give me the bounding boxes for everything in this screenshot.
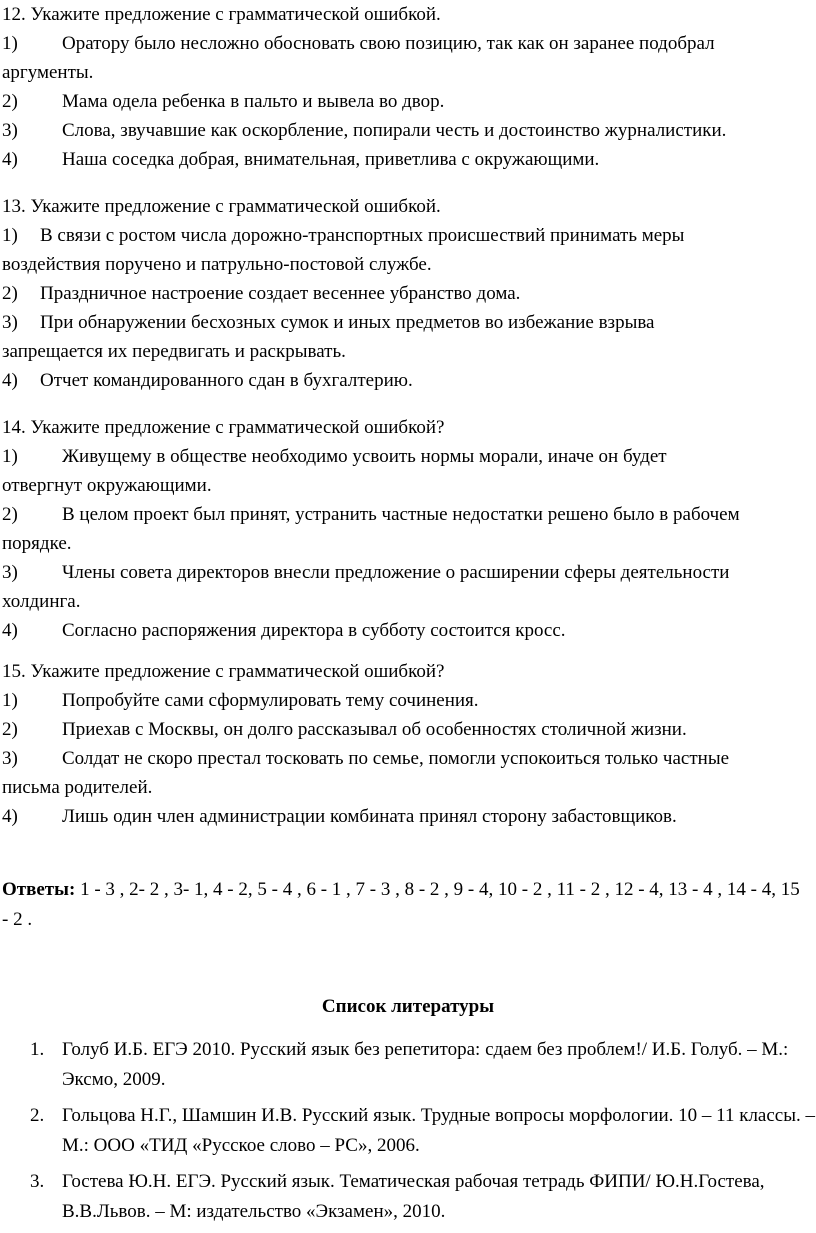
option-text: В целом проект был принят, устранить частные недостатки решено было в рабочем (62, 504, 740, 525)
question-13 (2, 192, 810, 395)
option-number: 2) (2, 283, 18, 304)
answers-text: 1 - 3 , 2- 2 , 3- 1, 4 - 2, 5 - 4 , 6 - 1 , 7 - 3 , 8 - 2 , 9 - 4, 10 - 2 , 11 - 2 , 12 - 4, 13 - 4 , 14 - 4, 15 - 2 . (2, 879, 800, 930)
option-4 (2, 616, 810, 645)
option-text: Праздничное настроение создает весеннее убранство дома. (40, 283, 521, 304)
answers-paragraph (2, 875, 810, 935)
literature-item (30, 1035, 816, 1095)
option-text: Отчет командированного сдан в бухгалтерию. (40, 370, 413, 391)
option-text: Приехав с Москвы, он долго рассказывал об особенностях столичной жизни. (62, 719, 687, 740)
question-12 (2, 0, 810, 174)
option-text: Попробуйте сами сформулировать тему сочинения. (62, 690, 479, 711)
option-2 (2, 715, 810, 744)
option-4 (2, 145, 810, 174)
literature-item (30, 1101, 816, 1161)
option-number: 3) (2, 312, 18, 333)
literature-item-text: Гольцова Н.Г., Шамшин И.В. Русский язык. Трудные вопросы морфологии. 10 – 11 классы. – М.: ООО «ТИД «Русское слово – РС», 2006. (62, 1105, 815, 1156)
option-text: В связи с ростом числа дорожно-транспортных происшествий принимать меры (40, 225, 685, 246)
option-number: 3) (2, 562, 18, 583)
option-number: 4) (2, 806, 18, 827)
option-number: 4) (2, 149, 18, 170)
literature-item (30, 1167, 816, 1227)
option-number: 1) (2, 446, 18, 467)
literature-item-text: Голуб И.Б. ЕГЭ 2010. Русский язык без репетитора: сдаем без проблем!/ И.Б. Голуб. – М.: Эксмо, 2009. (62, 1039, 789, 1090)
answers-label: Ответы: (2, 879, 76, 900)
option-2 (2, 500, 810, 529)
option-text: Мама одела ребенка в пальто и вывела во двор. (62, 91, 445, 112)
literature-list (30, 1035, 816, 1233)
question-14 (2, 413, 810, 645)
literature-item-text: Гостева Ю.Н. ЕГЭ. Русский язык. Тематическая рабочая тетрадь ФИПИ/ Ю.Н.Гостева, В.В.Львов. – М: издательство «Экзамен», 2010. (62, 1171, 765, 1222)
option-text-continued: запрещается их передвигать и раскрывать. (2, 341, 346, 362)
question-title: 15. Укажите предложение с грамматической ошибкой? (2, 661, 445, 682)
option-number: 3) (2, 120, 18, 141)
option-text: Согласно распоряжения директора в субботу состоится кросс. (62, 620, 566, 641)
option-number: 2) (2, 91, 18, 112)
literature-item-number: 2. (30, 1105, 45, 1126)
option-number: 2) (2, 504, 18, 525)
option-text: Живущему в обществе необходимо усвоить нормы морали, иначе он будет (62, 446, 667, 467)
option-1 (2, 442, 810, 471)
option-text: Члены совета директоров внесли предложение о расширении сферы деятельности (62, 562, 730, 583)
option-text: Оратору было несложно обосновать свою позицию, так как он заранее подобрал (62, 33, 715, 54)
option-text-continued: воздействия поручено и патрульно-постовой службе. (2, 254, 432, 275)
option-1 (2, 221, 810, 250)
literature-item-number: 1. (30, 1039, 45, 1060)
literature-title: Список литературы (321, 996, 495, 1017)
question-15 (2, 657, 810, 831)
option-number: 4) (2, 620, 18, 641)
option-3 (2, 558, 810, 587)
option-text-continued: аргументы. (2, 62, 94, 83)
option-number: 2) (2, 719, 18, 740)
option-2 (2, 87, 810, 116)
option-text: Солдат не скоро престал тосковать по семье, помогли успокоиться только частные (62, 748, 730, 769)
option-4 (2, 366, 810, 395)
option-text: Лишь один член администрации комбината принял сторону забастовщиков. (62, 806, 677, 827)
question-title: 13. Укажите предложение с грамматической ошибкой. (2, 196, 441, 217)
option-1 (2, 686, 810, 715)
option-text: При обнаружении бесхозных сумок и иных предметов во избежание взрыва (40, 312, 655, 333)
literature-item-number: 3. (30, 1171, 45, 1192)
option-2 (2, 279, 810, 308)
option-number: 4) (2, 370, 18, 391)
option-number: 1) (2, 33, 18, 54)
option-text: Наша соседка добрая, внимательная, приветлива с окружающими. (62, 149, 600, 170)
option-1 (2, 29, 810, 58)
option-3 (2, 744, 810, 773)
option-number: 1) (2, 225, 18, 246)
question-title: 14. Укажите предложение с грамматической ошибкой? (2, 417, 445, 438)
option-text: Слова, звучавшие как оскорбление, попирали честь и достоинство журналистики. (62, 120, 727, 141)
option-text-continued: холдинга. (2, 591, 81, 612)
option-3 (2, 116, 810, 145)
option-text-continued: отвергнут окружающими. (2, 475, 212, 496)
option-4 (2, 802, 810, 831)
option-number: 3) (2, 748, 18, 769)
question-title: 12. Укажите предложение с грамматической ошибкой. (2, 4, 441, 25)
option-3 (2, 308, 810, 337)
option-number: 1) (2, 690, 18, 711)
option-text-continued: порядке. (2, 533, 72, 554)
option-text-continued: письма родителей. (2, 777, 153, 798)
